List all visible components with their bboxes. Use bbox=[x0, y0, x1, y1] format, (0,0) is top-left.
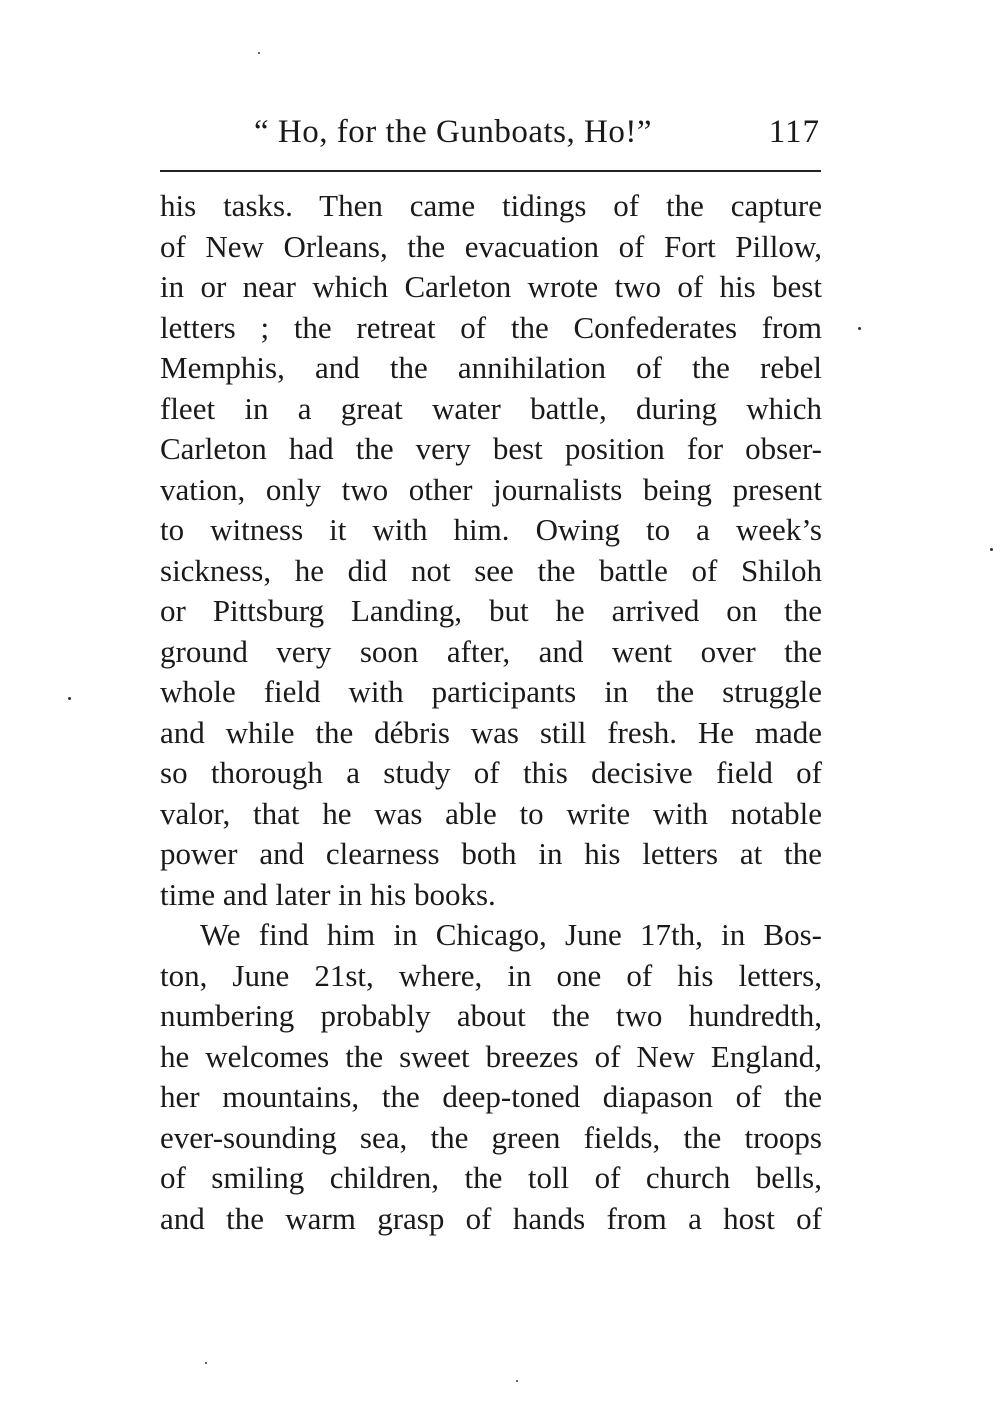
text-line: and the warm grasp of hands from a host of bbox=[160, 1200, 822, 1236]
scan-speck bbox=[205, 1362, 207, 1364]
scan-speck bbox=[858, 327, 861, 330]
text-line: so thorough a study of this decisive field of bbox=[160, 755, 822, 790]
text-line: power and clearness both in his letters at the bbox=[160, 836, 822, 871]
text-line: We find him in Chicago, June 17th, in Bos- bbox=[200, 917, 822, 952]
text-line: valor, that he was able to write with notable bbox=[160, 795, 822, 831]
text-line: time and later in his books. bbox=[160, 876, 496, 912]
text-line: vation, only two other journalists being present bbox=[160, 471, 822, 507]
text-line: he welcomes the sweet breezes of New England, bbox=[160, 1038, 822, 1074]
scan-speck bbox=[516, 1380, 518, 1382]
scan-speck bbox=[990, 548, 993, 551]
text-line: fleet in a great water battle, during which bbox=[160, 390, 822, 426]
text-line: ground very soon after, and went over the bbox=[160, 633, 822, 669]
running-head bbox=[160, 114, 824, 162]
body-text bbox=[160, 186, 822, 1239]
page-number: 117 bbox=[768, 114, 820, 150]
text-line: Memphis, and the annihilation of the rebel bbox=[160, 350, 822, 385]
text-line: ton, June 21st, where, in one of his letters, bbox=[160, 957, 822, 993]
text-line: her mountains, the deep-toned diapason of the bbox=[160, 1079, 822, 1114]
scan-speck bbox=[258, 52, 260, 54]
text-line: and while the débris was still fresh. He made bbox=[160, 714, 822, 750]
text-line: letters ; the retreat of the Confederates from bbox=[160, 309, 822, 345]
text-line: or Pittsburg Landing, but he arrived on the bbox=[160, 593, 822, 628]
text-line: of New Orleans, the evacuation of Fort Pillow, bbox=[160, 228, 822, 264]
text-line: to witness it with him. Owing to a week’s bbox=[160, 512, 822, 547]
scan-speck bbox=[68, 697, 71, 700]
text-line: of smiling children, the toll of church bells, bbox=[160, 1160, 822, 1195]
text-line: numbering probably about the two hundredth, bbox=[160, 998, 822, 1033]
text-line: Carleton had the very best position for obser- bbox=[160, 431, 822, 466]
running-title: “ Ho, for the Gunboats, Ho!” bbox=[254, 114, 652, 150]
text-line: his tasks. Then came tidings of the capture bbox=[160, 188, 822, 223]
text-line: sickness, he did not see the battle of Shiloh bbox=[160, 552, 822, 588]
text-line: in or near which Carleton wrote two of his best bbox=[160, 269, 822, 304]
text-line: whole field with participants in the struggle bbox=[160, 674, 822, 709]
text-line: ever-sounding sea, the green fields, the troops bbox=[160, 1119, 822, 1155]
header-rule bbox=[160, 170, 821, 172]
